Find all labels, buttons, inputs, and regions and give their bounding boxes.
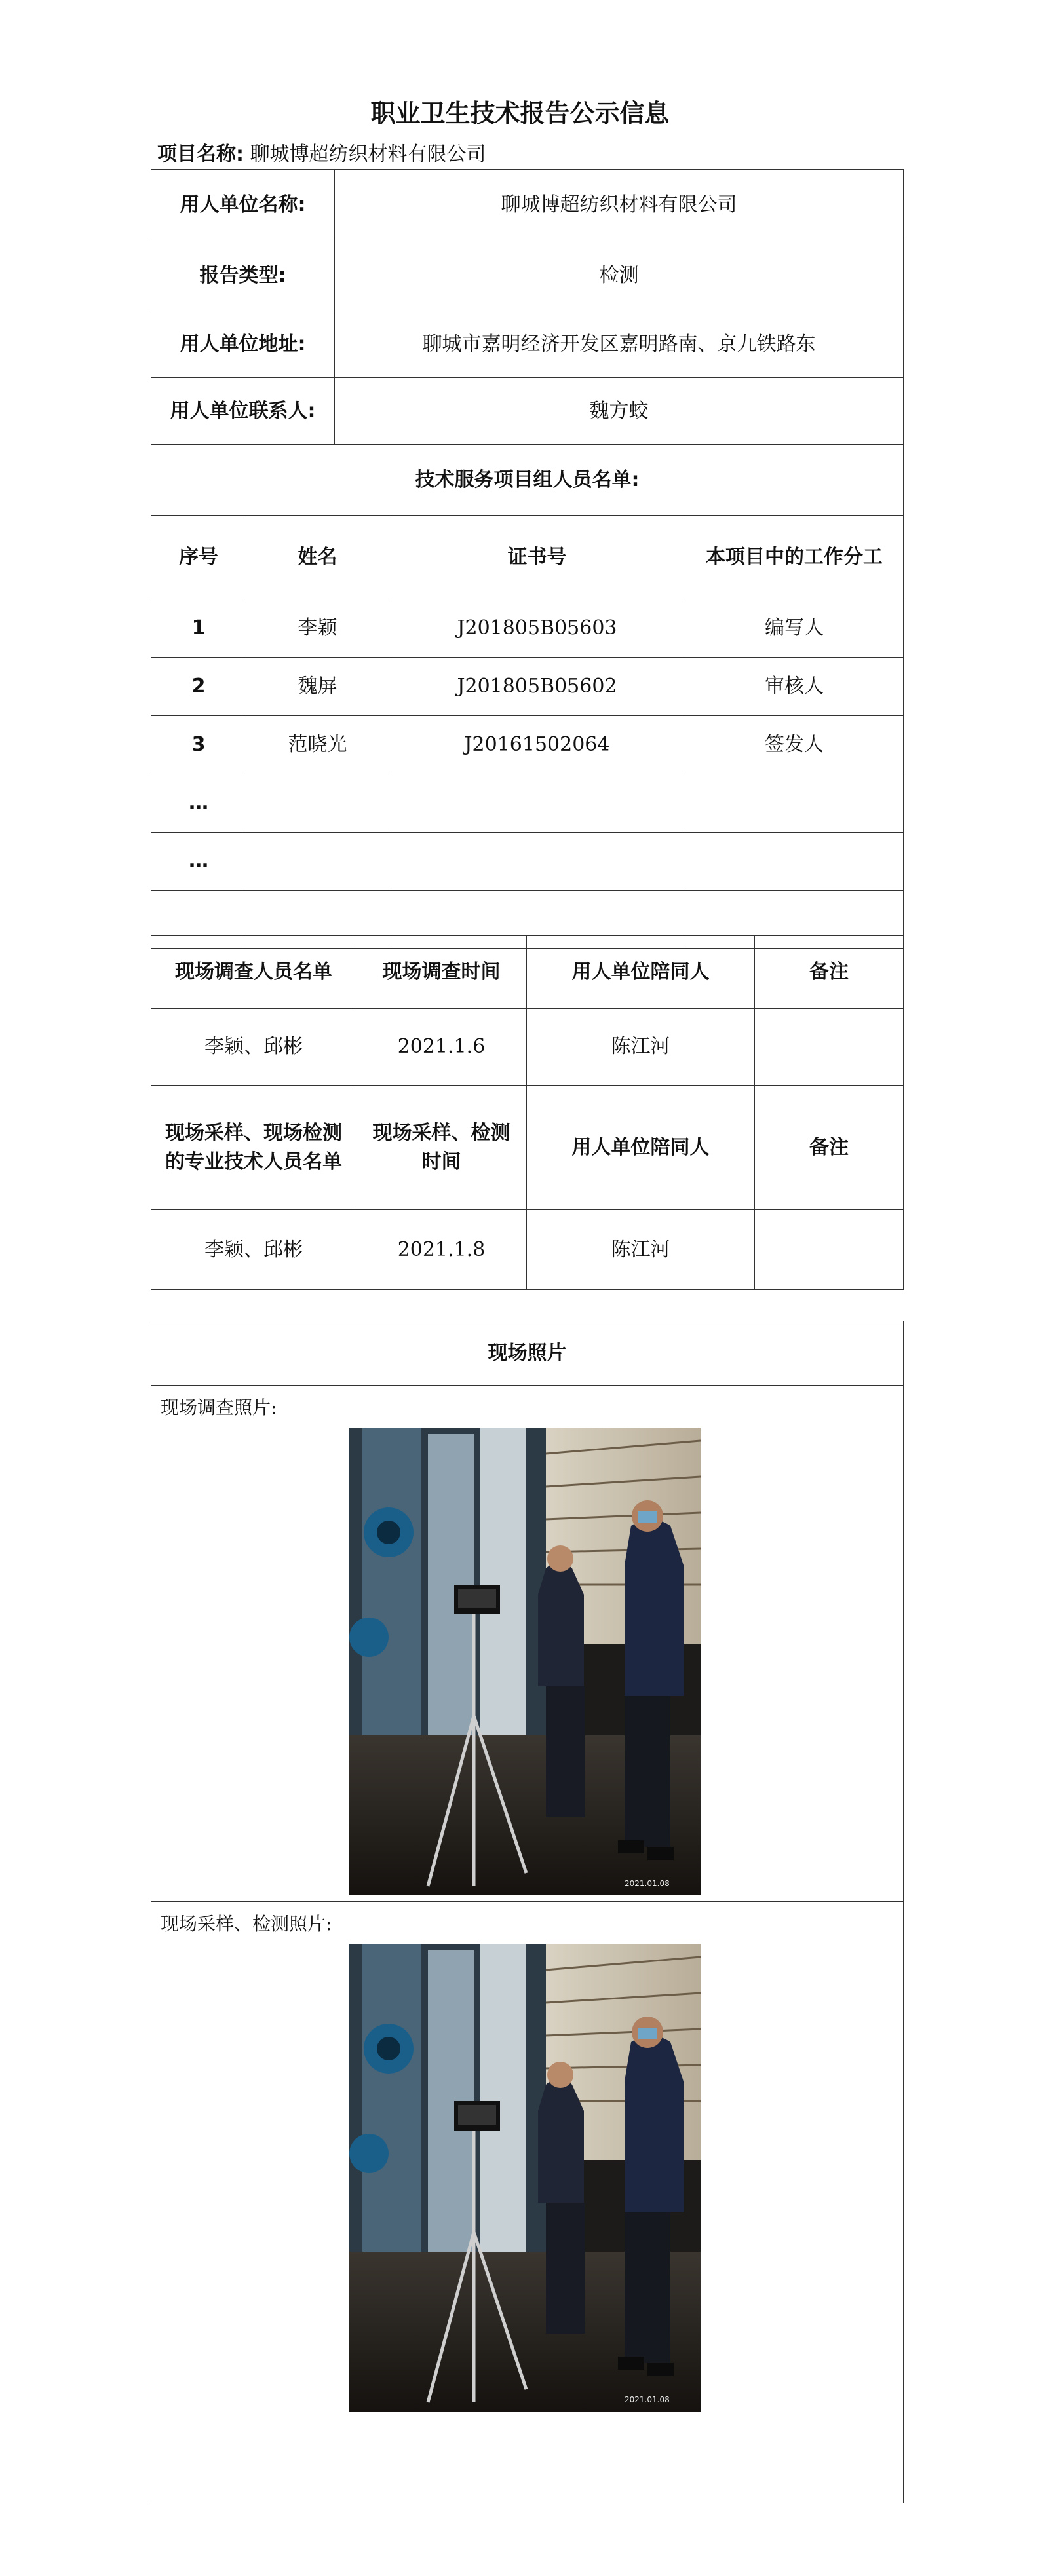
- survey-header-row: [151, 936, 904, 1009]
- page-title: 职业卫生技术报告公示信息: [370, 99, 670, 128]
- table-cell: 陈江河: [527, 1210, 755, 1290]
- info-label: 用人单位地址:: [151, 311, 335, 378]
- survey-row: [151, 1009, 904, 1086]
- table-cell: 范晓光: [246, 716, 389, 774]
- info-label: 用人单位联系人:: [151, 378, 335, 445]
- column-header: 现场调查时间: [356, 936, 527, 1009]
- info-table: [151, 169, 904, 445]
- table-cell: 1: [151, 599, 246, 658]
- table-row: [151, 599, 904, 658]
- table-cell: [755, 1009, 904, 1086]
- table-cell: 陈江河: [527, 1009, 755, 1086]
- sampling-photo-label: 现场采样、检测照片:: [161, 1913, 332, 1935]
- column-header: 现场采样、检测时间: [356, 1086, 527, 1210]
- column-header: 证书号: [389, 516, 685, 599]
- sampling-row: [151, 1210, 904, 1290]
- table-cell: [755, 1210, 904, 1290]
- column-header: 用人单位陪同人: [527, 936, 755, 1009]
- table-cell: [246, 774, 389, 833]
- column-header: 序号: [151, 516, 246, 599]
- table-cell: 3: [151, 716, 246, 774]
- table-cell: J201805B05602: [389, 658, 685, 716]
- info-value: 聊城博超纺织材料有限公司: [335, 170, 904, 240]
- table-cell: …: [151, 774, 246, 833]
- column-header: 现场采样、现场检测的专业技术人员名单: [151, 1086, 356, 1210]
- table-cell: [389, 774, 685, 833]
- info-label: 用人单位名称:: [151, 170, 335, 240]
- project-name: [157, 138, 486, 166]
- info-row: [151, 378, 904, 445]
- photos-heading: 现场照片: [151, 1321, 904, 1386]
- table-cell: 魏屏: [246, 658, 389, 716]
- info-value: 魏方蛟: [335, 378, 904, 445]
- table-cell: …: [151, 833, 246, 891]
- team-heading: 技术服务项目组人员名单:: [151, 445, 904, 516]
- team-header-row: [151, 516, 904, 599]
- column-header: 用人单位陪同人: [527, 1086, 755, 1210]
- table-row: [151, 833, 904, 891]
- info-value: 聊城市嘉明经济开发区嘉明路南、京九铁路东: [335, 311, 904, 378]
- team-table: [151, 444, 904, 949]
- info-row: [151, 170, 904, 240]
- table-cell: 签发人: [685, 716, 904, 774]
- table-row: [151, 658, 904, 716]
- table-cell: 2021.1.8: [356, 1210, 527, 1290]
- project-name-label: 项目名称:: [157, 143, 244, 166]
- photos-table: [151, 1321, 904, 2503]
- info-row: [151, 311, 904, 378]
- table-row: [151, 774, 904, 833]
- column-header: 备注: [755, 1086, 904, 1210]
- photo-timestamp: 2021.01.08: [625, 2395, 670, 2404]
- column-header: 本项目中的工作分工: [685, 516, 904, 599]
- survey-photo-cell: [151, 1386, 904, 1902]
- table-cell: J20161502064: [389, 716, 685, 774]
- table-cell: 李颖、邱彬: [151, 1009, 356, 1086]
- column-header: 备注: [755, 936, 904, 1009]
- info-value: 检测: [335, 240, 904, 311]
- project-name-value: 聊城博超纺织材料有限公司: [250, 143, 486, 166]
- table-cell: 编写人: [685, 599, 904, 658]
- table-cell: 李颖、邱彬: [151, 1210, 356, 1290]
- table-cell: 李颖: [246, 599, 389, 658]
- table-row: [151, 716, 904, 774]
- survey-photo: [349, 1428, 701, 1895]
- table-cell: [685, 833, 904, 891]
- table-cell: 2021.1.6: [356, 1009, 527, 1086]
- table-cell: J201805B05603: [389, 599, 685, 658]
- photo-timestamp: 2021.01.08: [625, 1879, 670, 1888]
- sampling-photo: [349, 1944, 701, 2412]
- info-label: 报告类型:: [151, 240, 335, 311]
- survey-photo-label: 现场调查照片:: [161, 1397, 277, 1418]
- table-cell: 2: [151, 658, 246, 716]
- table-cell: [246, 833, 389, 891]
- sampling-header-row: [151, 1086, 904, 1210]
- column-header: 姓名: [246, 516, 389, 599]
- table-cell: 审核人: [685, 658, 904, 716]
- table-cell: [685, 774, 904, 833]
- table-cell: [389, 833, 685, 891]
- survey-table: [151, 935, 904, 1290]
- column-header: 现场调查人员名单: [151, 936, 356, 1009]
- info-row: [151, 240, 904, 311]
- sampling-photo-cell: [151, 1902, 904, 2503]
